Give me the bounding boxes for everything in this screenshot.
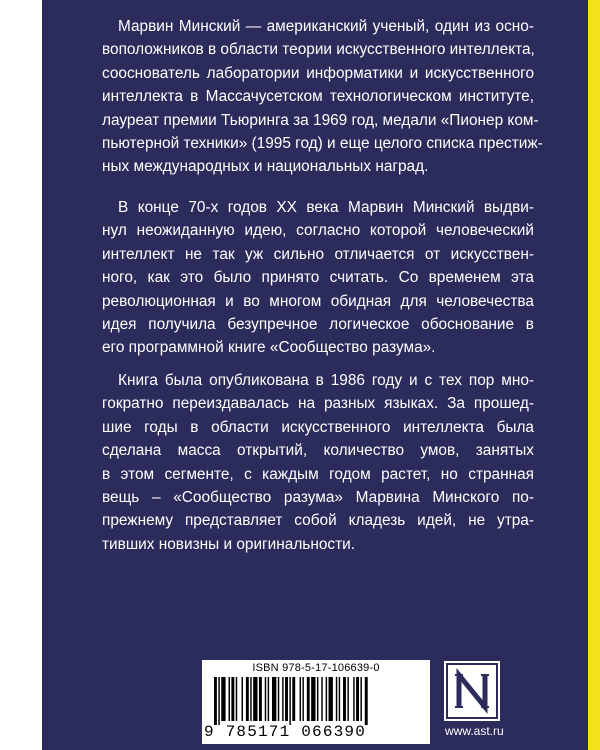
barcode-bar [307,677,310,721]
publication-paragraph [102,369,534,556]
barcode-bar [246,677,249,721]
publisher-n-logo-icon [444,661,500,721]
publisher-logo [444,661,500,721]
text-line: сооснователь лаборатории информатики и искусственного [102,64,534,82]
text-line: идея получила безупречное логическое обоснование в [102,316,534,334]
barcode-bar [229,677,230,721]
barcode-bar [272,677,276,721]
barcode-bar [221,677,225,721]
barcode-bar [339,677,340,721]
barcode-bar [242,677,243,721]
barcode-digits: 9 785171 066390 [204,723,367,741]
barcode-bar [311,677,315,721]
text-line: сделана масса открытий, количество умов, занятых [102,442,534,460]
text-line: вещь – «Сообщество разума» Марвина Минского по- [102,489,534,507]
barcode-bar [282,677,283,721]
isbn-label: ISBN 978-5-17-106639-0 [252,662,380,674]
text-line: пьютерной техники» (1995 год) и еще целого списка престиж- [102,135,543,153]
barcode-icon [212,677,420,725]
barcode-bar [292,677,295,721]
barcode-bar [321,677,322,721]
text-line: в этом сегменте, с каждым годом растет, но странная [102,465,534,483]
text-line: нул неожиданную идею, согласно которой человеческий [102,222,534,240]
barcode-bar [343,677,346,721]
text-line: интеллекта в Массачусетском технологическом институте, [102,88,534,106]
barcode-bar [268,677,269,721]
text-line: шие годы в области искусственного интеллекта была [102,418,534,436]
barcode-bar [336,677,337,721]
barcode-bar [278,677,279,721]
barcode-bar [365,677,368,725]
barcode-bar [218,677,219,725]
yellow-edge-strip [588,0,600,750]
barcode-bar [353,677,354,721]
barcode-bar [250,677,251,721]
barcode-bar [356,677,359,721]
text-line: Марвин Минский — американский ученый, один из осно- [118,18,534,35]
text-line: воположников в области теории искусственного интеллекта, [102,41,535,59]
text-line: ного, как это было принято считать. Со временем эта [102,269,534,287]
barcode-bar [360,677,361,721]
barcode-bar [289,677,290,725]
text-line: интеллект не так уж сильно отличается от искусствен- [102,245,534,263]
publisher-website[interactable]: www.ast.ru [445,724,504,738]
barcode-bar [347,677,348,721]
text-line: Книга была опубликована в 1986 году и с тех пор мно- [118,372,534,389]
text-line: революционная и во многом обидная для человечества [102,292,534,310]
barcode-bar [214,677,217,725]
barcode-bar [317,677,318,721]
text-line: лауреат премии Тьюринга за 1969 год, медали «Пионер ком- [102,111,539,129]
text-line: ных международных и национальных наград. [102,158,429,176]
barcode-bar [326,677,327,721]
barcode-bar [285,677,288,721]
barcode-bar [265,677,266,721]
barcode-bar [302,677,303,721]
text-line: прежнему представляет собой кладезь идей, не утра- [102,512,534,530]
isbn-barcode-box [202,660,430,744]
idea-paragraph [102,196,534,360]
barcode-bar [300,677,301,721]
barcode-bar [236,677,237,721]
text-line: его программной книге «Сообщество разума». [102,339,436,357]
barcode-bar [253,677,257,721]
text-line: тивших новизны и оригинальности. [102,535,355,553]
barcode-bar [329,677,333,721]
author-bio-paragraph [102,15,543,179]
text-line: В конце 70-х годов XX века Марвин Минский выдви- [118,199,534,216]
text-line: гократно переиздавалась на разных языках. За прошед- [102,395,534,413]
barcode-bar [231,677,234,721]
barcode-bar [259,677,262,721]
